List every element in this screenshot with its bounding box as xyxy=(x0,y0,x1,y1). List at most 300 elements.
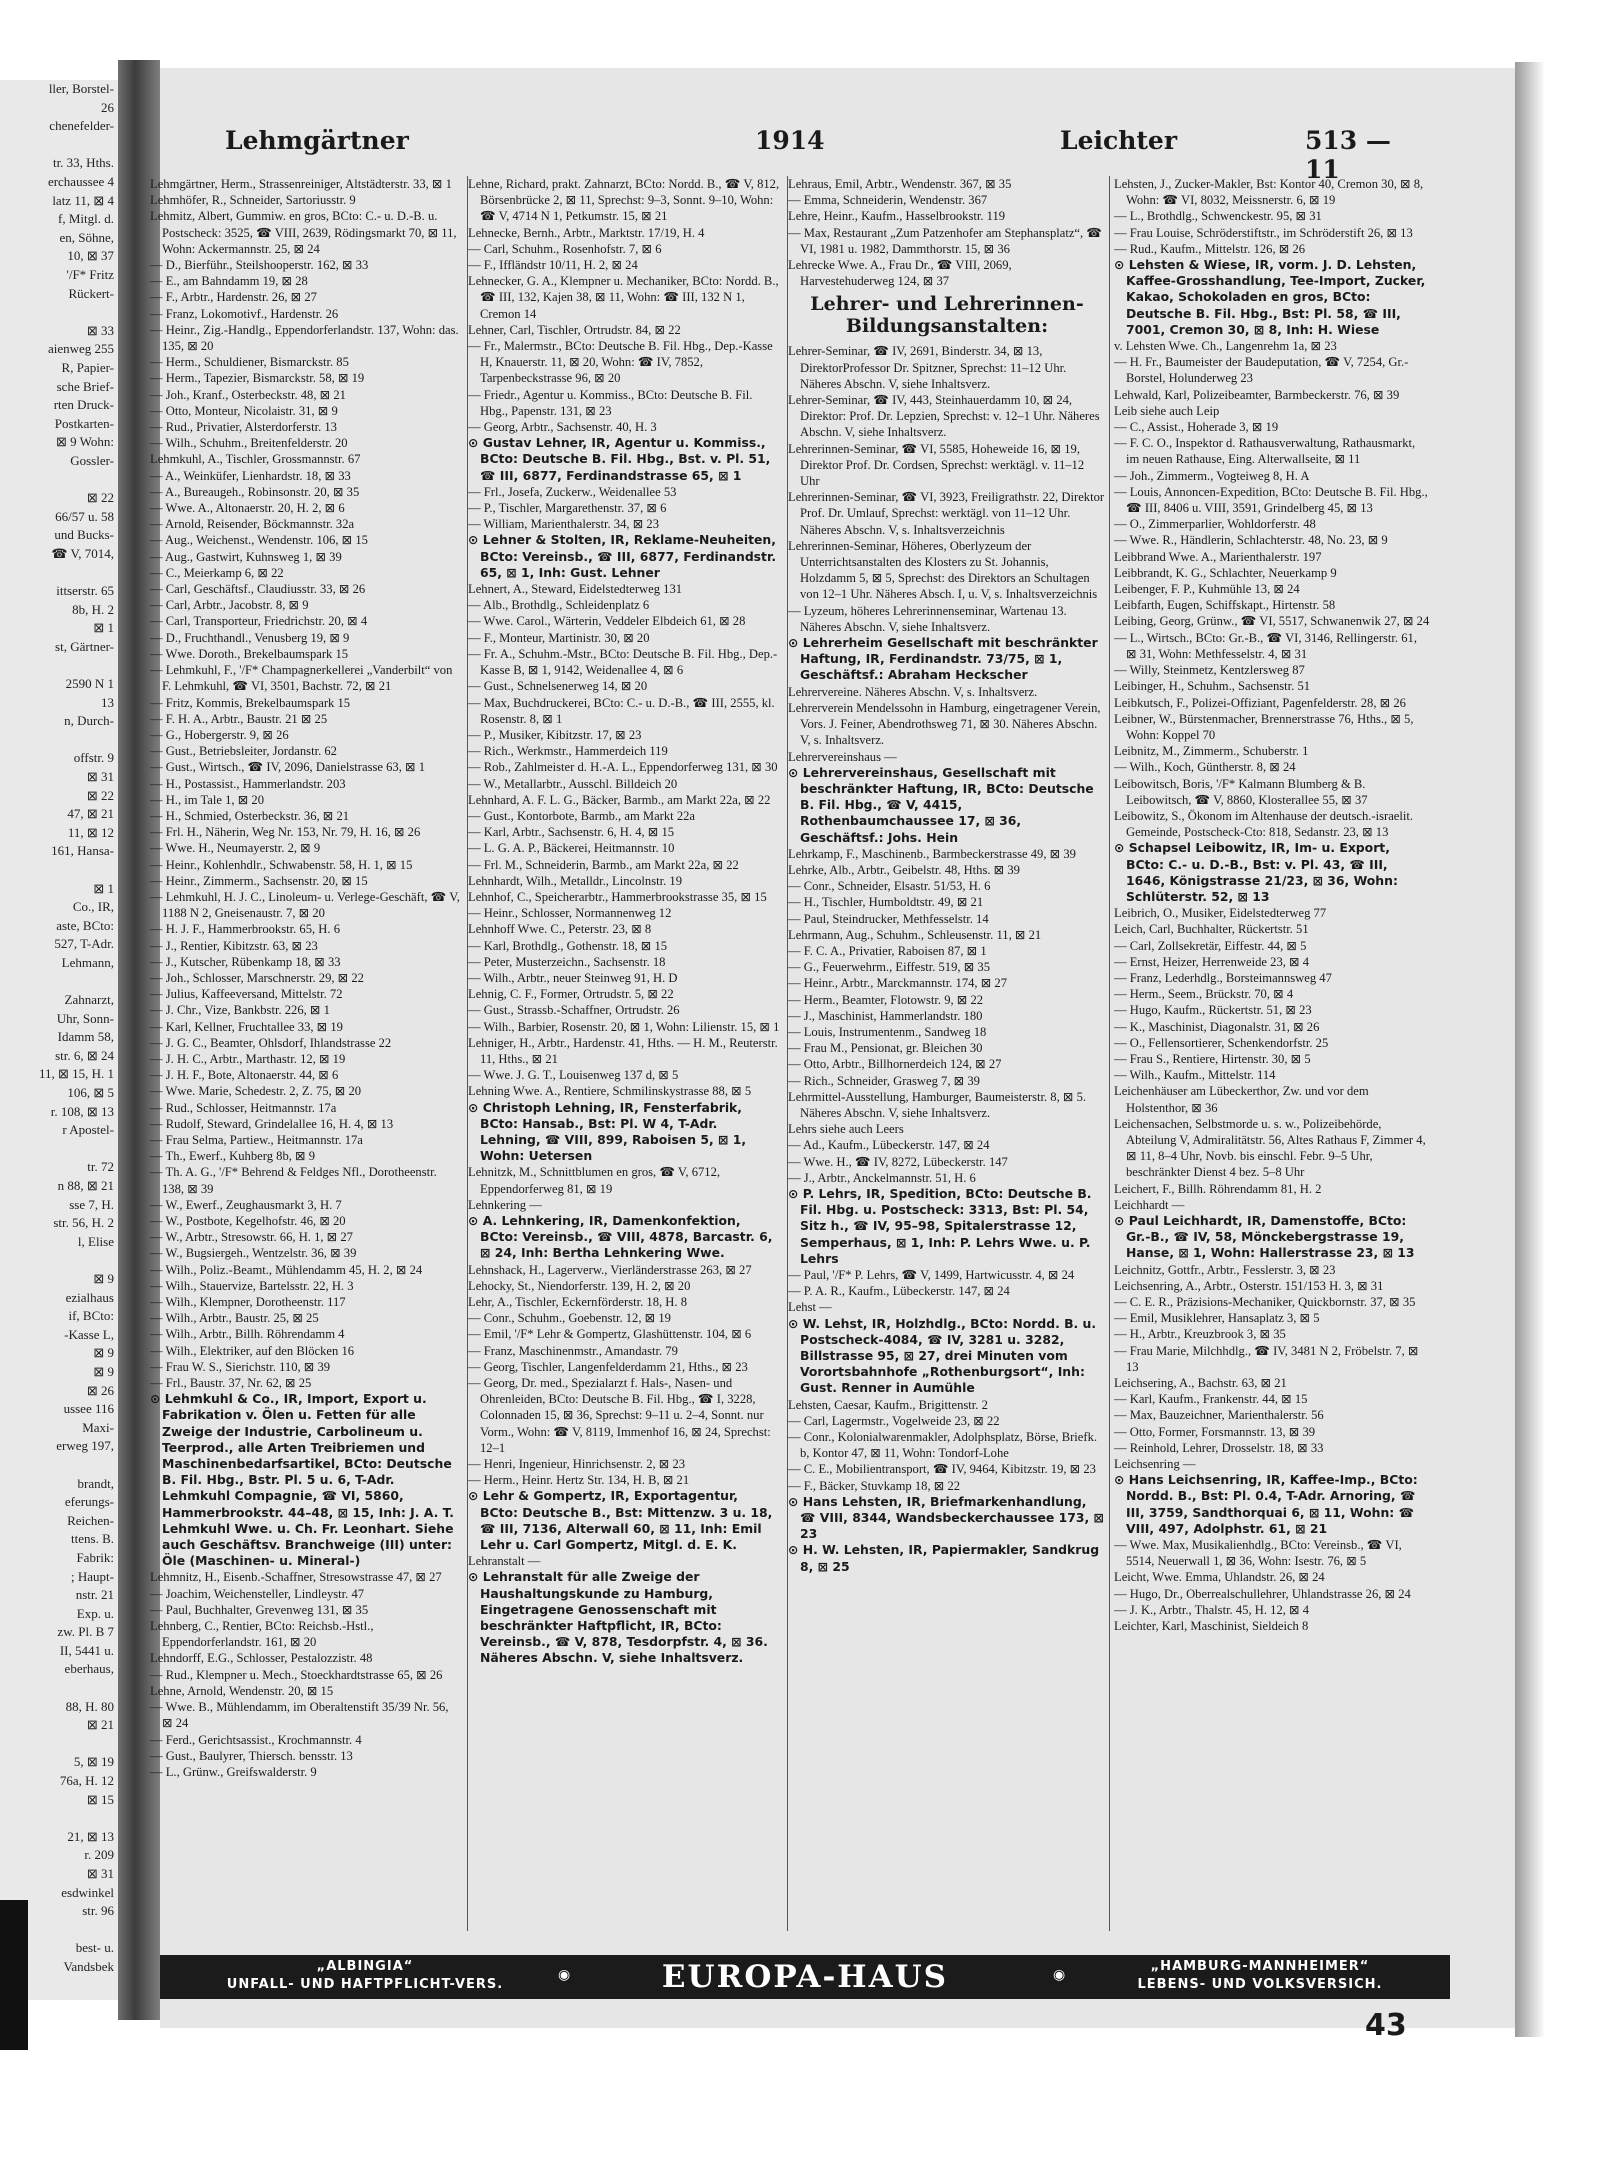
directory-entry: Lehrerinnen-Seminar, ☎ VI, 3923, Freiligrathstr. 22, Direktor Prof. Dr. Umlauf, Sprechst: werktägl. von 11–12 Uhr. Näheres Abschn. V, s. Inhaltsverzeichnis xyxy=(788,490,1105,537)
directory-entry: — Joachim, Weichensteller, Lindleystr. 47 xyxy=(150,1586,365,1601)
directory-entry: — Carl, Geschäftsf., Claudiusstr. 33, ⊠ 26 xyxy=(150,582,366,597)
directory-entry: Lehr, A., Tischler, Eckernförderstr. 18, H. 8 xyxy=(468,1295,687,1310)
directory-entry: — P., Musiker, Kibitzstr. 17, ⊠ 23 xyxy=(468,727,642,742)
directory-entry: — C. E. R., Präzisions-Mechaniker, Quickbornstr. 37, ⊠ 35 xyxy=(1114,1295,1416,1310)
directory-entry: — H., Schmied, Osterbeckstr. 36, ⊠ 21 xyxy=(150,808,350,823)
left-page-line: tr. 72 xyxy=(87,1159,114,1175)
directory-entry: — F. H. A., Arbtr., Baustr. 21 ⊠ 25 xyxy=(150,711,328,726)
directory-entry: Lehrervereine. Näheres Abschn. V, s. Inhaltsverz. xyxy=(788,684,1038,699)
left-page-line: ⊠ 9 xyxy=(93,1345,114,1361)
header-page-ref: 513 —11 xyxy=(1305,126,1391,184)
hamburg-mannheimer-name: „HAMBURG-MANNHEIMER“ xyxy=(1150,1959,1370,1974)
directory-entry: — F., Iffländstr 10/11, H. 2, ⊠ 24 xyxy=(468,258,638,273)
firm-listing: ⊙ Schapsel Leibowitz, IR, Im- u. Export, BCto: C.- u. D.-B., Bst: v. Pl. 43, ☎ III, 1646, Königstrasse 21/23, ⊠ 36, Wohn: Schlüterstr. 52, ⊠ 13 xyxy=(1114,840,1398,904)
left-page-line: 106, ⊠ 5 xyxy=(67,1085,114,1101)
directory-entry: — Heinr., Zig.-Handlg., Eppendorferlandstr. 137, Wohn: das. 135, ⊠ 20 xyxy=(150,322,459,354)
left-page-line: 88, H. 80 xyxy=(65,1698,114,1714)
directory-entry: Leibowitsch, Boris, '/F* Kalmann Blumberg & B. Leibowitsch, ☎ V, 8860, Klosterallee 55, ⊠ 37 xyxy=(1114,776,1368,807)
left-page-line: offstr. 9 xyxy=(73,750,114,766)
firm-listing: ⊙ Lehner & Stolten, IR, Reklame-Neuheiten, BCto: Vereinsb., ☎ III, 6877, Ferdinandstr. 65, ⊠ 1, Inh: Gust. Lehner xyxy=(468,532,777,580)
directory-entry: Leichsering, A., Bachstr. 63, ⊠ 21 xyxy=(1114,1376,1287,1391)
directory-entry: Lehnhof, C., Speicherarbtr., Hammerbrookstrasse 35, ⊠ 15 xyxy=(468,889,767,904)
directory-entry: Lehrecke Wwe. A., Frau Dr., ☎ VIII, 2069, Harvestehuderweg 124, ⊠ 37 xyxy=(788,258,1012,289)
directory-entry: Lehrkamp, F., Maschinenb., Barmbeckerstrasse 49, ⊠ 39 xyxy=(788,846,1076,861)
directory-entry: Lehnhardt, Wilh., Metalldr., Lincolnstr. 19 xyxy=(468,873,683,888)
directory-entry: — Carl, Zollsekretär, Eiffestr. 44, ⊠ 5 xyxy=(1114,938,1307,953)
directory-entry: — W., Metallarbtr., Ausschl. Billdeich 20 xyxy=(468,776,678,791)
left-page-line: esdwinkel xyxy=(61,1884,114,1900)
directory-entry: Lehrervereinshaus — xyxy=(788,749,897,764)
directory-entry: Leibing, Georg, Grünw., ☎ VI, 5517, Schwanenwik 27, ⊠ 24 xyxy=(1114,614,1430,629)
directory-entry: — Frau S., Rentiere, Hirtenstr. 30, ⊠ 5 xyxy=(1114,1051,1311,1066)
directory-entry: — Wwe. H., ☎ IV, 8272, Lübeckerstr. 147 xyxy=(788,1154,1008,1169)
directory-entry: Lehnig, C. F., Former, Ortrudstr. 5, ⊠ 22 xyxy=(468,987,674,1002)
directory-entry: — Heinr., Kohlenhdlr., Schwabenstr. 58, H. 1, ⊠ 15 xyxy=(150,857,413,872)
directory-entry: — Wilh., Klempner, Dorotheenstr. 117 xyxy=(150,1295,346,1310)
left-page-line: best- u. xyxy=(75,1940,114,1956)
directory-entry: — Gust., Wirtsch., ☎ IV, 2096, Danielstrasse 63, ⊠ 1 xyxy=(150,760,426,775)
directory-entry: — Th. A. G., '/F* Behrend & Feldges Nfl., Dorotheenstr. 138, ⊠ 39 xyxy=(150,1165,437,1196)
albingia-ad xyxy=(180,1958,550,1994)
left-page-line: ⊠ 31 xyxy=(86,1866,114,1881)
directory-entry: — H., Tischler, Humboldtstr. 49, ⊠ 21 xyxy=(788,895,984,910)
directory-entry: — F. C. A., Privatier, Raboisen 87, ⊠ 1 xyxy=(788,943,987,958)
left-page-line: eferungs- xyxy=(64,1494,114,1510)
left-page-line: ⊠ 1 xyxy=(93,880,114,896)
left-page-line: eberhaus, xyxy=(64,1661,114,1677)
directory-entry: — Gust., Betriebsleiter, Jordanstr. 62 xyxy=(150,744,337,759)
directory-entry: — K., Maschinist, Diagonalstr. 31, ⊠ 26 xyxy=(1114,1019,1320,1034)
left-page-line: ezialhaus xyxy=(65,1289,114,1305)
section-heading: Lehrer- und Lehrerinnen-Bildungsanstalten: xyxy=(810,293,1084,338)
left-page-line xyxy=(0,1456,118,1475)
directory-entry: — Franz, Maschinenmstr., Amandastr. 79 xyxy=(468,1343,678,1358)
left-page-line xyxy=(0,1679,118,1698)
left-page-line: en, Söhne, xyxy=(59,229,114,245)
directory-entry: — Rob., Zahlmeister d. H.-A. L., Eppendorferweg 131, ⊠ 30 xyxy=(468,760,778,775)
left-page-line: Lehmann, xyxy=(61,954,114,970)
directory-entry: — Wilh., Arbtr., neuer Steinweg 91, H. D xyxy=(468,970,678,985)
directory-entry: — Rud., Privatier, Alsterdorferstr. 13 xyxy=(150,420,337,435)
directory-entry: — F. C. O., Inspektor d. Rathausverwaltung, Rathausmarkt, im neuen Rathause, Eing. Alterwallseite, ⊠ 11 xyxy=(1114,436,1416,467)
directory-entry: — Gust., Schnelsenerweg 14, ⊠ 20 xyxy=(468,679,648,694)
directory-entry: Leichensachen, Selbstmorde u. s. w., Polizeibehörde, Abteilung V, Admiralitätstr. 56, Altes Rathaus F, Zimmer 4, ⊠ 11, 8–4 Uhr, Novb. bis einschl. Febr. 9–5 Uhr, beschränkter Dienst 4 bez. 5–8 Uhr xyxy=(1114,1116,1426,1180)
directory-entry: Leichnitz, Gottfr., Arbtr., Fesslerstr. 3, ⊠ 23 xyxy=(1114,1262,1336,1277)
directory-entry: Lehmitz, Albert, Gummiw. en gros, BCto: C.- u. D.-B. u. Postscheck: 3525, ☎ VIII, 2639, Rödingsmarkt 70, ⊠ 11, Wohn: Ackermannstr. 25, ⊠ 24 xyxy=(150,209,457,256)
directory-entry: — J. H. F., Bote, Altonaerstr. 44, ⊠ 6 xyxy=(150,1068,339,1083)
directory-entry: Lehrerverein Mendelssohn in Hamburg, eingetragener Verein, Vors. J. Feiner, Abendrothsweg 71, ⊠ 30. Näheres Abschn. V, s. Inhaltsverz. xyxy=(788,700,1101,748)
directory-entry: — Wilh., Kaufm., Mittelstr. 114 xyxy=(1114,1068,1276,1083)
firm-listing: ⊙ W. Lehst, IR, Holzhdlg., BCto: Nordd. B. u. Postscheck-4084, ☎ IV, 3281 u. 3282, Billstrasse 95, ⊠ 27, drei Minuten vom Vorortsbahnhofe „Rothenburgsort“, Inh: Gust. Renner in Aumühle xyxy=(788,1315,1097,1396)
directory-entry: Lehst — xyxy=(788,1300,832,1315)
directory-entry: Lehnecker, G. A., Klempner u. Mechaniker, BCto: Nordd. B., ☎ III, 132, Kajen 38, ⊠ 11, Wohn: ☎ III, 132 N 1, Cremon 14 xyxy=(468,274,779,321)
directory-entry: Lehre, Heinr., Kaufm., Hasselbrookstr. 119 xyxy=(788,209,1006,224)
header-left-word: Lehmgärtner xyxy=(225,126,409,155)
albingia-name: „ALBINGIA“ xyxy=(316,1959,414,1974)
europa-haus-ad: EUROPA-HAUS xyxy=(661,1959,949,1995)
left-page-line: -Kasse L, xyxy=(64,1326,114,1342)
directory-entry: — Hugo, Dr., Oberrealschullehrer, Uhlandstrasse 26, ⊠ 24 xyxy=(1114,1586,1411,1601)
directory-entry: Leibenger, F. P., Kuhmühle 13, ⊠ 24 xyxy=(1114,582,1300,597)
directory-entry: — Conr., Schuhm., Goebenstr. 12, ⊠ 19 xyxy=(468,1311,671,1326)
firm-listing: ⊙ A. Lehnkering, IR, Damenkonfektion, BCto: Vereinsb., ☎ VIII, 4878, Barcastr. 6, ⊠ 24, Inh: Bertha Lehnkering Wwe. xyxy=(468,1213,773,1261)
directory-entry: Lehndorff, E.G., Schlosser, Pestalozzistr. 48 xyxy=(150,1651,373,1666)
directory-entry: — Karl, Kaufm., Frankenstr. 44, ⊠ 15 xyxy=(1114,1392,1308,1407)
left-page-line: f, Mitgl. d. xyxy=(58,211,114,227)
directory-entry: — C., Assist., Hoherade 3, ⊠ 19 xyxy=(1114,420,1279,435)
left-page-line: Uhr, Sonn- xyxy=(56,1010,114,1026)
directory-entry: — Rud., Kaufm., Mittelstr. 126, ⊠ 26 xyxy=(1114,241,1306,256)
directory-entry: Leib siehe auch Leip xyxy=(1114,403,1220,418)
directory-entry: — Alb., Brothdlg., Schleidenplatz 6 xyxy=(468,598,650,613)
directory-entry: — Aug., Weichenst., Wendenstr. 106, ⊠ 15 xyxy=(150,533,368,548)
directory-entry: — Conr., Kolonialwarenmakler, Adolphsplatz, Börse, Briefk. b, Kontor 47, ⊠ 11, Wohn: Tondorf-Lohe xyxy=(788,1430,1098,1461)
firm-listing: ⊙ Lehrervereinshaus, Gesellschaft mit beschränkter Haftung, IR, BCto: Deutsche B. Fil. Hbg., ☎ V, 4415, Rothenbaumchaussee 17, ⊠ 36, Geschäftsf.: Johs. Hein xyxy=(788,764,1094,845)
directory-entry: — Fr. A., Schuhm.-Mstr., BCto: Deutsche B. Fil. Hbg., Dep.-Kasse B, ⊠ 1, 9142, Weidenallee 4, ⊠ 6 xyxy=(468,646,778,678)
directory-entry: — Wilh., Elektriker, auf den Blöcken 16 xyxy=(150,1343,355,1358)
firm-listing: ⊙ Hans Lehsten, IR, Briefmarkenhandlung, ☎ VIII, 8344, Wandsbeckerchaussee 173, ⊠ 23 xyxy=(788,1493,1104,1542)
left-page-line: ussee 116 xyxy=(63,1401,114,1417)
directory-entry: — J. H. C., Arbtr., Marthastr. 12, ⊠ 19 xyxy=(150,1051,346,1066)
directory-entry: — Ad., Kaufm., Lübeckerstr. 147, ⊠ 24 xyxy=(788,1138,990,1153)
directory-entry: — Otto, Monteur, Nicolaistr. 31, ⊠ 9 xyxy=(150,403,338,418)
directory-entry: — Willy, Steinmetz, Kentzlersweg 87 xyxy=(1114,663,1305,678)
left-page-line: rten Druck- xyxy=(53,397,114,413)
directory-entry: — Frau Louise, Schröderstiftstr., im Schröderstift 26, ⊠ 13 xyxy=(1114,225,1413,240)
directory-entry: — Rich., Schneider, Grasweg 7, ⊠ 39 xyxy=(788,1073,980,1088)
left-page-line: Gossler- xyxy=(70,452,114,468)
directory-entry: — William, Marienthalerstr. 34, ⊠ 23 xyxy=(468,517,659,532)
directory-entry: — W., Arbtr., Stresowstr. 66, H. 1, ⊠ 27 xyxy=(150,1230,353,1245)
left-page-line: str. 96 xyxy=(82,1903,114,1919)
directory-entry: Lehwald, Karl, Polizeibeamter, Barmbeckerstr. 76, ⊠ 39 xyxy=(1114,387,1400,402)
directory-entry: Lehmkuhl, A., Tischler, Grossmannstr. 67 xyxy=(150,452,361,467)
directory-column-2 xyxy=(468,176,780,1956)
directory-entry: Lehraus, Emil, Arbtr., Wendenstr. 367, ⊠ 35 xyxy=(788,177,1012,191)
directory-entry: Leichsenring, A., Arbtr., Osterstr. 151/153 H. 3, ⊠ 31 xyxy=(1114,1278,1384,1293)
directory-entry: Lehmgärtner, Herm., Strassenreiniger, Altstädterstr. 33, ⊠ 1 xyxy=(150,177,452,191)
firm-listing: ⊙ Paul Leichhardt, IR, Damenstoffe, BCto: Gr.-B., ☎ IV, 58, Mönckebergstrasse 19, Hanse, ⊠ 1, Wohn: Hallerstrasse 23, ⊠ 13 xyxy=(1114,1213,1415,1261)
directory-entry: — J., Rentier, Kibitzstr. 63, ⊠ 23 xyxy=(150,938,318,953)
directory-entry: — Heinr., Schlosser, Normannenweg 12 xyxy=(468,906,672,921)
left-page-line: tr. 33, Hths. xyxy=(52,155,114,171)
left-page-line: Reichen- xyxy=(67,1512,114,1528)
left-page-line: Postkarten- xyxy=(54,415,114,431)
directory-entry: — Heinr., Arbtr., Marckmannstr. 174, ⊠ 27 xyxy=(788,976,1008,991)
left-page-line xyxy=(0,731,118,750)
left-page-line: r Apostel- xyxy=(62,1122,114,1138)
directory-entry: — Lehmkuhl, H. J. C., Linoleum- u. Verlege-Geschäft, ☎ V, 1188 N 2, Gneisenaustr. 7, ⊠ 20 xyxy=(150,889,460,921)
directory-entry: — J. Chr., Vize, Bankbstr. 226, ⊠ 1 xyxy=(150,1003,330,1018)
left-page-line: sche Brief- xyxy=(56,378,114,394)
left-page-line: Maxi- xyxy=(82,1419,114,1435)
directory-entry: — Frau Selma, Partiew., Heitmannstr. 17a xyxy=(150,1132,363,1147)
directory-entry: — Frau Marie, Milchhdlg., ☎ IV, 3481 N 2, Fröbelstr. 7, ⊠ 13 xyxy=(1114,1343,1419,1374)
directory-entry: — W., Bugsiergeh., Wentzelstr. 36, ⊠ 39 xyxy=(150,1246,357,1261)
directory-entry: Lehnberg, C., Rentier, BCto: Reichsb.-Hstl., Eppendorferlandstr. 161, ⊠ 20 xyxy=(150,1619,374,1650)
left-page-line: Idamm 58, xyxy=(57,1029,114,1045)
column-3-entries-bottom xyxy=(788,343,1106,1574)
directory-entry: — P. A. R., Kaufm., Lübeckerstr. 147, ⊠ 24 xyxy=(788,1284,1010,1299)
left-page-line: 13 xyxy=(101,694,114,710)
left-page-line xyxy=(0,861,118,880)
left-page-line: n 88, ⊠ 21 xyxy=(57,1178,114,1194)
directory-entry: — Rich., Werkmstr., Hammerdeich 119 xyxy=(468,744,668,759)
directory-entry: Lehnitzk, M., Schnittblumen en gros, ☎ V, 6712, Eppendorferweg 81, ⊠ 19 xyxy=(468,1165,721,1196)
left-facing-page xyxy=(0,80,118,2000)
left-page-line: ⊠ 9 xyxy=(93,1271,114,1286)
left-page-line: II, 5441 u. xyxy=(59,1642,114,1658)
directory-entry: Lehnert, A., Steward, Eidelstedterweg 131 xyxy=(468,582,683,597)
left-page-line: Vandsbek xyxy=(63,1958,114,1974)
directory-entry: — Carl, Lagermstr., Vogelweide 23, ⊠ 22 xyxy=(788,1413,1000,1428)
directory-entry: — Wilh., Stauervize, Bartelsstr. 22, H. 3 xyxy=(150,1278,354,1293)
directory-entry: — Karl, Brothdlg., Gothenstr. 18, ⊠ 15 xyxy=(468,938,668,953)
directory-columns xyxy=(150,176,1435,1956)
hamburg-mannheimer-tagline: LEBENS- UND VOLKSVERSICH. xyxy=(1137,1977,1383,1992)
directory-entry: — Julius, Kaffeeversand, Mittelstr. 72 xyxy=(150,987,343,1002)
directory-entry: Lehnhard, A. F. L. G., Bäcker, Barmb., am Markt 22a, ⊠ 22 xyxy=(468,792,771,807)
left-page-line: ⊠ 26 xyxy=(86,1382,114,1398)
directory-entry: — Franz, Lokomotivf., Hardenstr. 26 xyxy=(150,306,339,321)
header-right-word: Leichter xyxy=(1060,126,1178,155)
left-page-line: 527, T-Adr. xyxy=(54,936,114,952)
left-page-line: ☎ V, 7014, xyxy=(51,545,114,561)
directory-entry: — W., Postbote, Kegelhofstr. 46, ⊠ 20 xyxy=(150,1214,346,1228)
directory-entry: — Frl. M., Schneiderin, Barmb., am Markt 22a, ⊠ 22 xyxy=(468,857,739,872)
bullet-icon: ◉ xyxy=(558,1967,571,1983)
directory-entry: — D., Bierführ., Steilshooperstr. 162, ⊠ 33 xyxy=(150,258,369,273)
directory-entry: Lehrke, Alb., Arbtr., Geibelstr. 48, Hths. ⊠ 39 xyxy=(788,862,1020,877)
left-page-line: '/F* Fritz xyxy=(66,266,114,282)
directory-entry: — Wwe. Marie, Schedestr. 2, Z. 75, ⊠ 20 xyxy=(150,1084,362,1099)
directory-entry: — H., im Tale 1, ⊠ 20 xyxy=(150,792,265,807)
firm-listing: ⊙ Lehrerheim Gesellschaft mit beschränkter Haftung, IR, Ferdinandstr. 73/75, ⊠ 1, Geschäftsf.: Abraham Heckscher xyxy=(788,635,1098,683)
directory-entry: — Herm., Seem., Brückstr. 70, ⊠ 4 xyxy=(1114,987,1294,1002)
directory-entry: — L. G. A. P., Bäckerei, Heitmannstr. 10 xyxy=(468,841,675,856)
directory-entry: — Frau W. S., Sierichstr. 110, ⊠ 39 xyxy=(150,1359,331,1374)
left-page-line: brandt, xyxy=(77,1475,114,1491)
directory-entry: — Heinr., Zimmerm., Sachsenstr. 20, ⊠ 15 xyxy=(150,873,368,888)
left-page-line xyxy=(0,1809,118,1828)
directory-entry: — H., Arbtr., Kreuzbrook 3, ⊠ 35 xyxy=(1114,1327,1286,1342)
directory-entry: Leibkutsch, F., Polizei-Offiziant, Pagenfelderstr. 28, ⊠ 26 xyxy=(1114,695,1406,710)
directory-entry: — Gust., Baulyrer, Thiersch. bensstr. 13 xyxy=(150,1748,353,1763)
directory-entry: — J. K., Arbtr., Thalstr. 45, H. 12, ⊠ 4 xyxy=(1114,1602,1310,1617)
left-page-line: r. 108, ⊠ 13 xyxy=(50,1103,114,1119)
directory-entry: — Emma, Schneiderin, Wendenstr. 367 xyxy=(788,193,988,208)
directory-entry: — Emil, '/F* Lehr & Gompertz, Glashüttenstr. 104, ⊠ 6 xyxy=(468,1327,752,1342)
directory-entry: — Rud., Schlosser, Heitmannstr. 17a xyxy=(150,1100,337,1115)
directory-entry: — Conr., Schneider, Elsastr. 51/53, H. 6 xyxy=(788,879,991,894)
directory-entry: — Franz, Lederhdlg., Borsteimannsweg 47 xyxy=(1114,970,1332,985)
directory-entry: — E., am Bahndamm 19, ⊠ 28 xyxy=(150,274,308,289)
directory-entry: — Ernst, Heizer, Herrenweide 23, ⊠ 4 xyxy=(1114,954,1310,969)
directory-entry: Lehrs siehe auch Leers xyxy=(788,1122,904,1137)
directory-entry: Leichenhäuser am Lübeckerthor, Zw. und vor dem Holstenthor, ⊠ 36 xyxy=(1114,1084,1369,1115)
left-page-line: 76a, H. 12 xyxy=(59,1773,114,1789)
directory-entry: — A., Weinküfer, Lienhardstr. 18, ⊠ 33 xyxy=(150,468,351,483)
directory-entry: Lehrmann, Aug., Schuhm., Schleusenstr. 11, ⊠ 21 xyxy=(788,927,1042,942)
left-page-line: if, BCto: xyxy=(68,1308,114,1324)
directory-entry: — Peter, Musterzeichn., Sachsenstr. 18 xyxy=(468,954,666,969)
directory-entry: Lehmhöfer, R., Schneider, Sartoriusstr. 9 xyxy=(150,193,356,208)
left-page-line: 8b, H. 2 xyxy=(72,601,114,617)
firm-listing: ⊙ P. Lehrs, IR, Spedition, BCto: Deutsche B. Fil. Hbg. u. Postscheck: 3313, Bst: Pl. 54, Sitz h., ☎ IV, 95–98, Spitalerstrasse 12, Semperhaus, ⊠ 1, Inh: P. Lehrs Wwe. u. P. Lehrs xyxy=(788,1185,1092,1266)
directory-entry: — Emil, Musiklehrer, Hansaplatz 3, ⊠ 5 xyxy=(1114,1311,1320,1326)
directory-entry: — Georg, Arbtr., Sachsenstr. 40, H. 3 xyxy=(468,420,657,435)
directory-entry: Lehrerinnen-Seminar, ☎ VI, 5585, Hoheweide 16, ⊠ 19, Direktor Prof. Dr. Cordsen, Sprechst: werktägl. v. 11–12 Uhr xyxy=(788,441,1085,489)
directory-entry: Leichter, Karl, Maschinist, Sieldeich 8 xyxy=(1114,1619,1309,1634)
directory-entry: — Wilh., Poliz.-Beamt., Mühlendamm 45, H. 2, ⊠ 24 xyxy=(150,1262,423,1277)
directory-entry: Leibner, W., Bürstenmacher, Brennerstrasse 76, Hths., ⊠ 5, Wohn: Koppel 70 xyxy=(1114,711,1414,742)
directory-entry: Leibinger, H., Schuhm., Sachsenstr. 51 xyxy=(1114,679,1311,694)
directory-entry: — Joh., Zimmerm., Vogteiweg 8, H. A xyxy=(1114,468,1310,483)
left-page-line: ⊠ 15 xyxy=(86,1791,114,1807)
directory-entry: — G., Feuerwehrm., Eiffestr. 519, ⊠ 35 xyxy=(788,960,990,975)
left-page-line: 11, ⊠ 12 xyxy=(67,824,114,840)
directory-entry: Leichsenring — xyxy=(1114,1457,1196,1472)
directory-entry: — Frau M., Pensionat, gr. Bleichen 30 xyxy=(788,1041,983,1056)
left-page-line: ittserstr. 65 xyxy=(56,583,114,599)
directory-entry: Leibbrand Wwe. A., Marienthalerstr. 197 xyxy=(1114,549,1322,564)
directory-entry: Lehocky, St., Niendorferstr. 139, H. 2, ⊠ 20 xyxy=(468,1278,691,1293)
left-page-line xyxy=(0,1251,118,1270)
left-page-line: erweg 197, xyxy=(56,1438,114,1454)
directory-entry: — Georg, Dr. med., Spezialarzt f. Hals-, Nasen- und Ohrenleiden, BCto: Deutsche B. Fil. Hbg., ☎ I, 3228, Colonnaden 15, ⊠ 36, Sprechst: 9–11 u. 2–4, Sonnt. nur Vorm., Wohn: ☎ V, 8119, Immenhof 16, ⊠ 24, Sprechst: 12–1 xyxy=(468,1376,771,1455)
left-page-line: l, Elise xyxy=(77,1233,114,1249)
directory-entry: Lehrer-Seminar, ☎ IV, 443, Steinhauerdamm 10, ⊠ 24, Direktor: Prof. Dr. Lepzien, Sprechst: v. 12–1 Uhr. Näheres Abschn. V, siehe Inhaltsverz. xyxy=(788,393,1100,440)
left-page-line: 66/57 u. 58 xyxy=(55,508,114,524)
directory-entry: — Louis, Instrumentenm., Sandweg 18 xyxy=(788,1024,987,1039)
directory-entry: — Rud., Klempner u. Mech., Stoeckhardtstrasse 65, ⊠ 26 xyxy=(150,1667,443,1682)
directory-entry: Lehne, Richard, prakt. Zahnarzt, BCto: Nordd. B., ☎ V, 812, Börsenbrücke 2, ⊠ 11, Sprechst: 9–3, Sonnt. 9–10, Wohn: ☎ V, 4714 N 1, Petkumstr. 15, ⊠ 21 xyxy=(468,177,780,224)
directory-entry: — Henri, Ingenieur, Hinrichsenstr. 2, ⊠ 23 xyxy=(468,1457,686,1472)
directory-entry: — Wwe. H., Neumayerstr. 2, ⊠ 9 xyxy=(150,841,321,856)
directory-entry: — P., Tischler, Margarethenstr. 37, ⊠ 6 xyxy=(468,501,667,516)
directory-entry: Lehnshack, H., Lagerverw., Vierländerstrasse 263, ⊠ 27 xyxy=(468,1262,752,1277)
left-page-line: Co., IR, xyxy=(72,899,114,915)
directory-entry: — Wilh., Koch, Güntherstr. 8, ⊠ 24 xyxy=(1114,760,1296,775)
directory-entry: — Otto, Former, Forsmannstr. 13, ⊠ 39 xyxy=(1114,1424,1316,1439)
left-page-text xyxy=(0,80,118,1977)
left-page-line: 10, ⊠ 37 xyxy=(67,248,114,264)
left-page-line xyxy=(0,563,118,582)
directory-entry: — Fr., Malermstr., BCto: Deutsche B. Fil. Hbg., Dep.-Kasse H, Knauerstr. 11, ⊠ 20, Wohn: ☎ IV, 7852, Tarpenbeckstrasse 96, ⊠ 20 xyxy=(468,339,773,386)
directory-entry: — Hugo, Kaufm., Rückertstr. 51, ⊠ 23 xyxy=(1114,1003,1312,1018)
left-page-line: r. 209 xyxy=(84,1847,114,1863)
directory-entry: — Frl. H., Näherin, Weg Nr. 153, Nr. 79, H. 16, ⊠ 26 xyxy=(150,825,421,840)
directory-entry: — Herm., Beamter, Flotowstr. 9, ⊠ 22 xyxy=(788,992,984,1007)
left-page-line xyxy=(0,656,118,675)
directory-entry: — G., Hobergerstr. 9, ⊠ 26 xyxy=(150,727,289,742)
left-page-line: Exp. u. xyxy=(76,1605,114,1621)
left-page-line: erchaussee 4 xyxy=(47,173,114,189)
directory-entry: — F., Arbtr., Hardenstr. 26, ⊠ 27 xyxy=(150,290,317,305)
firm-listing: ⊙ Lehranstalt für alle Zweige der Haushaltungskunde zu Hamburg, Eingetragene Genossenschaft mit beschränkter Haftpflicht, IR, BCto: Vereinsb., ☎ V, 878, Tesdorpfstr. 4, ⊠ 36. Näheres Abschn. V, siehe Inhaltsverz. xyxy=(468,1569,768,1666)
left-page-line: aste, BCto: xyxy=(56,917,114,933)
directory-entry: — Louis, Annoncen-Expedition, BCto: Deutsche B. Fil. Hbg., ☎ III, 8406 u. VIII, 3591, Grindelberg 45, ⊠ 13 xyxy=(1114,484,1428,516)
directory-entry: Lehniger, H., Arbtr., Hardenstr. 41, Hths. — H. M., Reuterstr. 11, Hths., ⊠ 21 xyxy=(468,1035,778,1066)
directory-entry: — Carl, Transporteur, Friedrichstr. 20, ⊠ 4 xyxy=(150,614,368,629)
left-page-line xyxy=(0,470,118,489)
left-page-line: 47, ⊠ 21 xyxy=(67,806,114,822)
directory-entry: — Th., Ewerf., Kuhberg 8b, ⊠ 9 xyxy=(150,1149,316,1164)
directory-entry: Lehrerinnen-Seminar, Höheres, Oberlyzeum der Unterrichtsanstalten des Klosters zu St. Johannis, Holzdamm 5, ⊠ 5, Sprechst: des Direktors an Schultagen von 12–1 Uhr. Näheres Absch. I, u. V, s. Inhaltsverzeichnis xyxy=(788,538,1098,602)
directory-entry: — Wwe. B., Mühlendamm, im Oberaltenstift 35/39 Nr. 56, ⊠ 24 xyxy=(150,1700,449,1731)
left-page-line: aienweg 255 xyxy=(47,341,114,357)
directory-entry: Lehne, Arnold, Wendenstr. 20, ⊠ 15 xyxy=(150,1683,334,1698)
left-page-line: Zahnarzt, xyxy=(64,992,114,1008)
firm-listing: ⊙ Christoph Lehning, IR, Fensterfabrik, BCto: Hansab., Bst: Pl. W 4, T-Adr. Lehning, ☎ VIII, 899, Raboisen 5, ⊠ 1, Wohn: Uetersen xyxy=(468,1099,747,1164)
directory-column-4 xyxy=(1114,176,1430,1956)
firm-listing: ⊙ Lehr & Gompertz, IR, Exportagentur, BCto: Deutsche B., Bst: Mittenzw. 3 u. 18, ☎ III, 7136, Alterwall 60, ⊠ 11, Inh: Emil Lehr u. Carl Gompertz, Mitgl. d. E. K. xyxy=(468,1488,773,1553)
directory-entry: — H. Fr., Baumeister der Baudeputation, ☎ V, 7254, Gr.-Borstel, Holunderweg 23 xyxy=(1114,355,1409,386)
directory-entry: Lehning Wwe. A., Rentiere, Schmilinskystrasse 88, ⊠ 5 xyxy=(468,1084,752,1099)
directory-entry: — O., Zimmerparlier, Wohldorferstr. 48 xyxy=(1114,517,1316,532)
left-page-line: str. 56, H. 2 xyxy=(53,1215,114,1231)
left-page-line: 2590 N 1 xyxy=(65,676,114,691)
directory-entry: — F., Bäcker, Stuvkamp 18, ⊠ 22 xyxy=(788,1478,961,1493)
directory-entry: — Wilh., Schuhm., Breitenfelderstr. 20 xyxy=(150,436,348,451)
left-page-line: Rückert- xyxy=(68,285,114,301)
left-page-line: ller, Borstel- xyxy=(48,81,114,96)
directory-entry: Leicht, Wwe. Emma, Uhlandstr. 26, ⊠ 24 xyxy=(1114,1570,1325,1585)
directory-entry: — Wwe. A., Altonaerstr. 20, H. 2, ⊠ 6 xyxy=(150,501,345,516)
directory-entry: — Paul, Buchhalter, Grevenweg 131, ⊠ 35 xyxy=(150,1602,369,1617)
left-page-line: Fabrik: xyxy=(76,1549,114,1565)
directory-entry: — J., Maschinist, Hammerlandstr. 180 xyxy=(788,1008,983,1023)
directory-entry: — Wilh., Arbtr., Billh. Röhrendamm 4 xyxy=(150,1327,345,1342)
directory-entry: — Lehmkuhl, F., '/F* Champagnerkellerei „Vanderbilt“ von F. Lehmkuhl, ☎ VI, 3501, Bachstr. 72, ⊠ 21 xyxy=(150,663,453,694)
directory-entry: — Georg, Tischler, Langenfelderdamm 21, Hths., ⊠ 23 xyxy=(468,1359,748,1374)
directory-entry: Lehner, Carl, Tischler, Ortrudstr. 84, ⊠ 22 xyxy=(468,322,681,337)
directory-entry: — Wilh., Arbtr., Baustr. 25, ⊠ 25 xyxy=(150,1311,319,1326)
directory-entry: — Karl, Arbtr., Sachsenstr. 6, H. 4, ⊠ 15 xyxy=(468,825,675,840)
directory-entry: — Otto, Arbtr., Billhornerdeich 124, ⊠ 27 xyxy=(788,1057,1002,1072)
advertisement-banner xyxy=(160,1955,1450,1999)
page-edge xyxy=(1515,62,1545,2037)
directory-entry: — Aug., Gastwirt, Kuhnsweg 1, ⊠ 39 xyxy=(150,549,342,564)
directory-entry: — Karl, Kellner, Fruchtallee 33, ⊠ 19 xyxy=(150,1019,343,1034)
directory-entry: — Joh., Schlosser, Marschnerstr. 29, ⊠ 22 xyxy=(150,970,364,985)
directory-entry: Leibnitz, M., Zimmerm., Schuberstr. 1 xyxy=(1114,744,1309,759)
directory-entry: Leich, Carl, Buchhalter, Rückertstr. 51 xyxy=(1114,922,1309,937)
directory-entry: — Paul, Steindrucker, Methfesselstr. 14 xyxy=(788,911,989,926)
firm-listing: ⊙ Lehmkuhl & Co., IR, Import, Export u. Fabrikation v. Ölen u. Fetten für alle Zweige der Industrie, Carbolineum u. Teerprod., alle Arten Treibriemen und Maschinenbedarfsartikel, BCto: Deutsche B. Fil. Hbg., Bstr. Pl. 5 u. 6, T-Adr. Lehmkuhl Compagnie, ☎ VI, 5860, Hammerbrookstr. 44–48, ⊠ 15, Inh: J. A. T. Lehmkuhl Wwe. u. Ch. Fr. Leonhart. Siehe auch Geschäftsv. Branchweige (III) unter: Öle (Maschinen- u. Mineral-) xyxy=(150,1391,454,1569)
directory-entry: — Frl., Josefa, Zuckerw., Weidenallee 53 xyxy=(468,484,677,499)
directory-entry: — Wwe. R., Händlerin, Schlachterstr. 48, No. 23, ⊠ 9 xyxy=(1114,533,1388,548)
directory-entry: Leichert, F., Billh. Röhrendamm 81, H. 2 xyxy=(1114,1181,1322,1196)
left-page-line: ⊠ 33 xyxy=(86,322,114,338)
directory-entry: — Wwe. Doroth., Brekelbaumspark 15 xyxy=(150,646,349,661)
directory-entry: — O., Fellensortierer, Schenkendorfstr. 25 xyxy=(1114,1035,1329,1050)
firm-listing: ⊙ H. W. Lehsten, IR, Papiermakler, Sandkrug 8, ⊠ 25 xyxy=(788,1542,1100,1574)
left-page-line: R, Papier- xyxy=(61,359,114,375)
directory-entry: Lehsten, Caesar, Kaufm., Brigittenstr. 2 xyxy=(788,1397,988,1412)
left-page-line: ⊠ 9 Wohn: xyxy=(56,434,114,450)
left-page-line: str. 6, ⊠ 24 xyxy=(55,1047,114,1063)
left-page-line xyxy=(0,973,118,992)
left-page-line: ttens. B. xyxy=(71,1531,114,1547)
left-page-line: latz 11, ⊠ 4 xyxy=(52,192,114,208)
directory-entry: — Max, Restaurant „Zum Patzenhofer am Stephansplatz“, ☎ VI, 1981 u. 1982, Dammthorstr. 15, ⊠ 36 xyxy=(788,225,1102,256)
directory-entry: Lehnecke, Bernh., Arbtr., Marktstr. 17/19, H. 4 xyxy=(468,225,705,240)
directory-entry: — C., Meierkamp 6, ⊠ 22 xyxy=(150,565,284,580)
directory-entry: — J. G. C., Beamter, Ohlsdorf, Ihlandstrasse 22 xyxy=(150,1035,392,1050)
directory-entry: — Lyzeum, höheres Lehrerinnenseminar, Wartenau 13. Näheres Abschn. V, siehe Inhaltsverz. xyxy=(788,603,1067,634)
directory-entry: — D., Fruchthandl., Venusberg 19, ⊠ 9 xyxy=(150,630,350,645)
